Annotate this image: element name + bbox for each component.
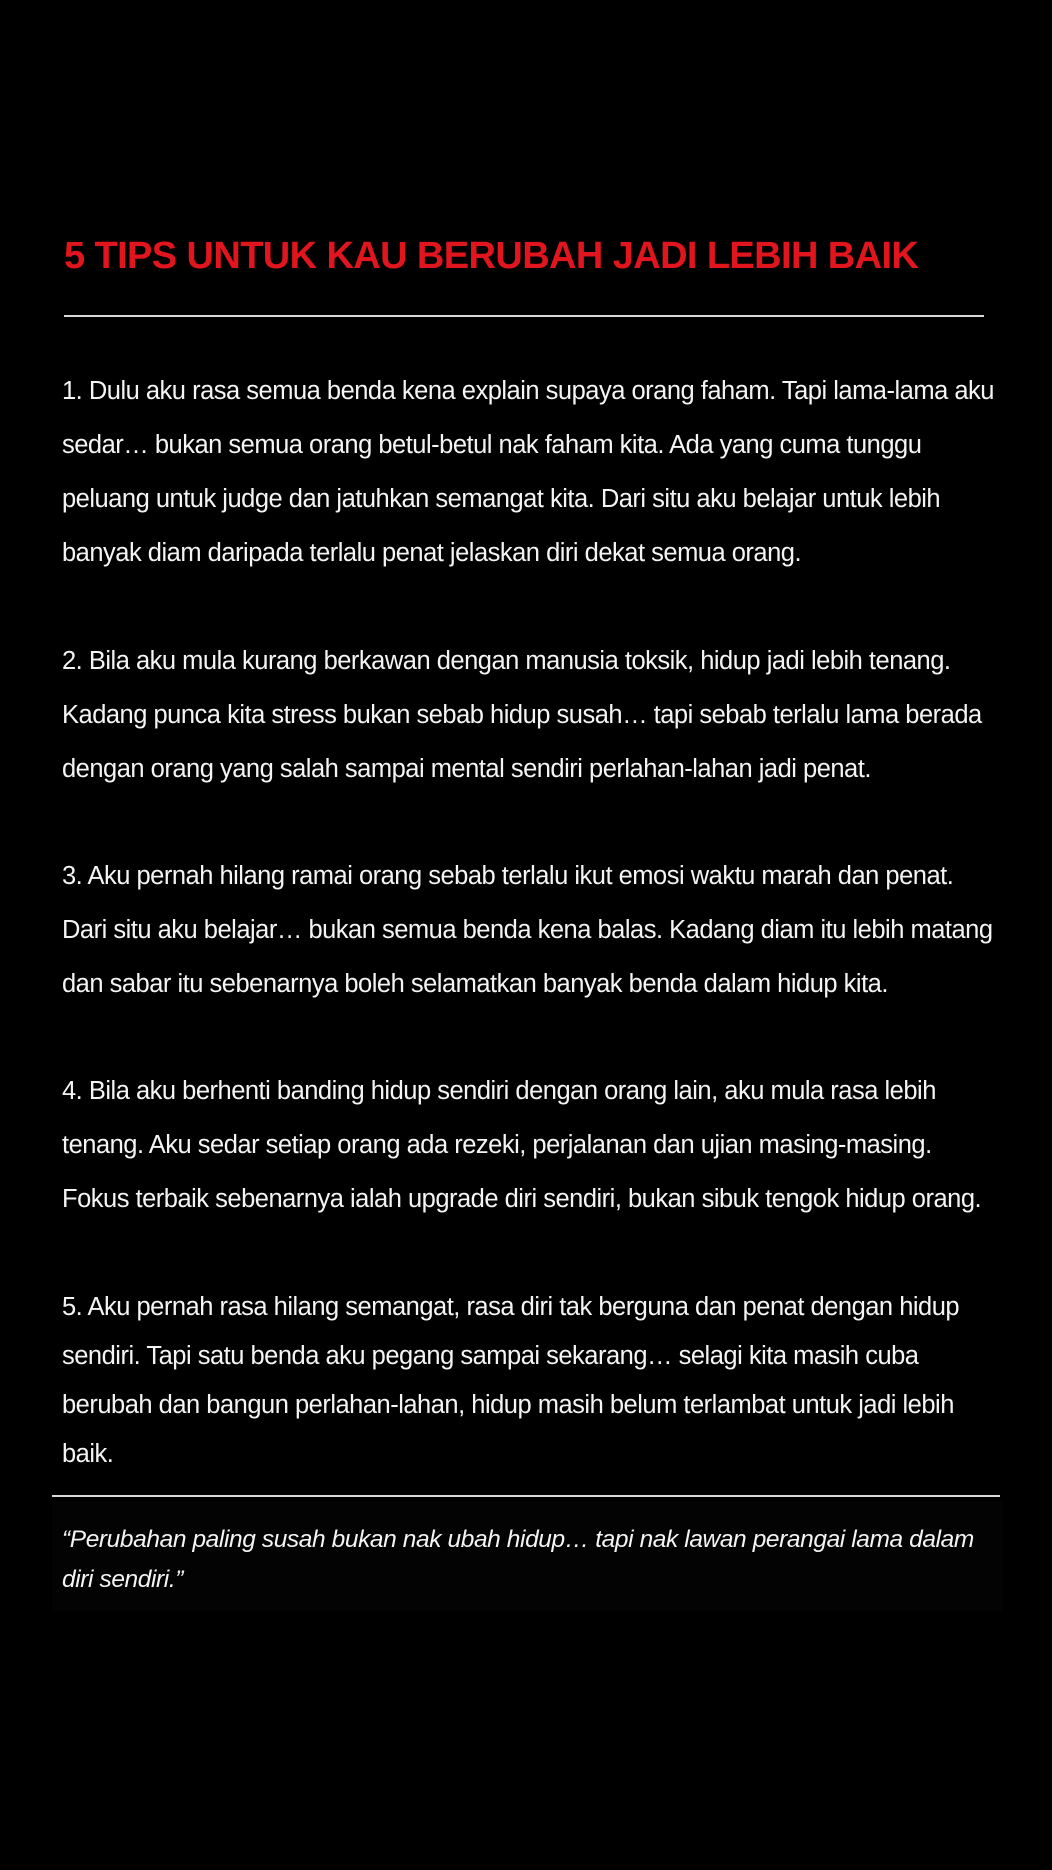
quote-divider xyxy=(52,1495,1000,1497)
tip-5: 5. Aku pernah rasa hilang semangat, rasa diri tak berguna dan penat dengan hidup sendiri. Tapi satu benda aku pegang sampai sekarang… selagi kita masih cuba berubah dan bangun perlahan-lahan, hidup masih belum terlambat untuk jadi lebih baik. xyxy=(62,1293,960,1468)
tip-4: 4. Bila aku berhenti banding hidup sendiri dengan orang lain, aku mula rasa lebih tenang. Aku sedar setiap orang ada rezeki, perjalanan dan ujian masing-masing. Fokus terbaik sebenarnya ialah upgrade diri sendiri, bukan sibuk tengok hidup orang. xyxy=(62,1077,982,1213)
tip-2: 2. Bila aku mula kurang berkawan dengan manusia toksik, hidup jadi lebih tenang. Kadang punca kita stress bukan sebab hidup susah… tapi sebab terlalu lama berada dengan orang yang salah sampai mental sendiri perlahan-lahan jadi penat. xyxy=(62,647,982,783)
tip-1: 1. Dulu aku rasa semua benda kena explain supaya orang faham. Tapi lama-lama aku sedar… bukan semua orang betul-betul nak faham kita. Ada yang cuma tunggu peluang untuk judge dan jatuhkan semangat kita. Dari situ aku belajar untuk lebih banyak diam daripada terlalu penat jelaskan diri dekat semua orang. xyxy=(62,377,994,567)
closing-quote: “Perubahan paling susah bukan nak ubah hidup… tapi nak lawan perangai lama dalam diri sendiri.” xyxy=(62,1526,974,1593)
page-title: 5 TIPS UNTUK KAU BERUBAH JADI LEBIH BAIK xyxy=(64,235,919,277)
tip-3: 3. Aku pernah hilang ramai orang sebab terlalu ikut emosi waktu marah dan penat. Dari situ aku belajar… bukan semua benda kena balas. Kadang diam itu lebih matang dan sabar itu sebenarnya boleh selamatkan banyak benda dalam hidup kita. xyxy=(62,862,993,998)
title-divider xyxy=(64,315,984,317)
